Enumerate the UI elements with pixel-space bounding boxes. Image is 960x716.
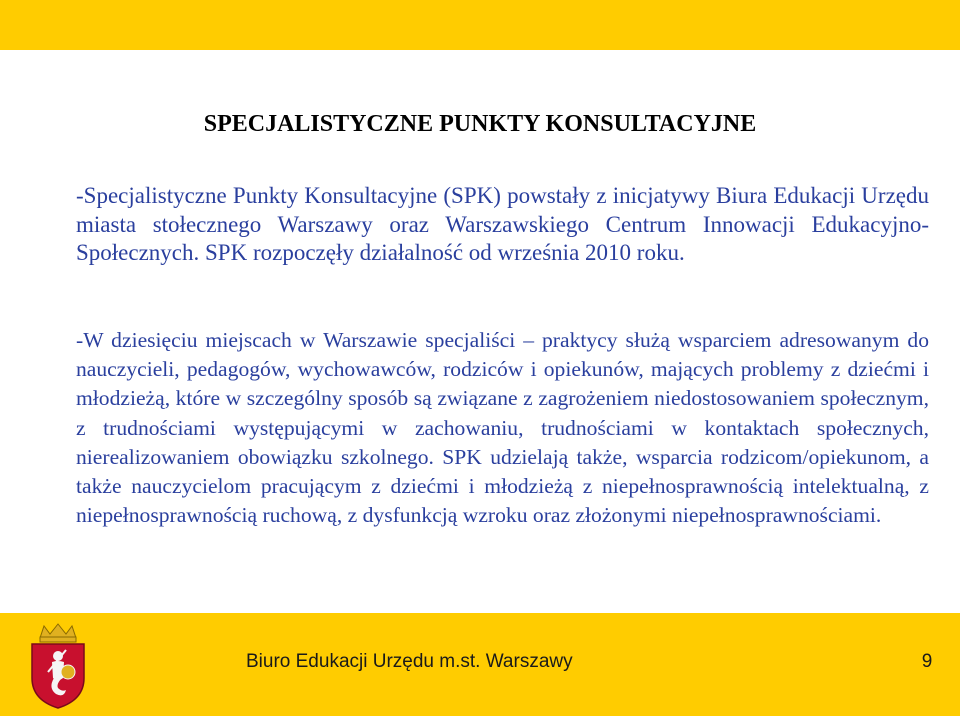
page-number: 9 — [921, 651, 933, 672]
warsaw-coat-of-arms-icon — [18, 620, 98, 710]
footer-text: Biuro Edukacji Urzędu m.st. Warszawy — [246, 651, 573, 672]
paragraph-1: -Specjalistyczne Punkty Konsultacyjne (SPK) powstały z inicjatywy Biura Edukacji Urzędu miasta stołecznego Warszawy oraz Warszawskiego Centrum Innowacji Edukacyjno-Społecznych. SPK rozpoczęły działalność od września 2010 roku. — [76, 183, 929, 265]
top-band — [0, 0, 960, 50]
slide-title: SPECJALISTYCZNE PUNKTY KONSULTACYJNE — [203, 111, 757, 137]
paragraph-2: -W dziesięciu miejscach w Warszawie specjaliści – praktycy służą wsparciem adresowanym do nauczycieli, pedagogów, wychowawców, rodziców i opiekunów, mających problemy z dziećmi i młodzieżą, które w szczególny sposób są związane z zagrożeniem niedostosowaniem społecznym, z trudnościami występującymi w zachowaniu, trudnościami w kontaktach społecznych, nierealizowaniem obowiązku szkolnego. SPK udzielają także, wsparcia rodzicom/opiekunom, a także nauczycielom pracującym z dziećmi i młodzieżą z niepełnosprawnością intelektualną, z niepełnosprawnością ruchową, z dysfunkcją wzroku oraz złożonymi niepełnosprawnościami. — [76, 328, 929, 528]
